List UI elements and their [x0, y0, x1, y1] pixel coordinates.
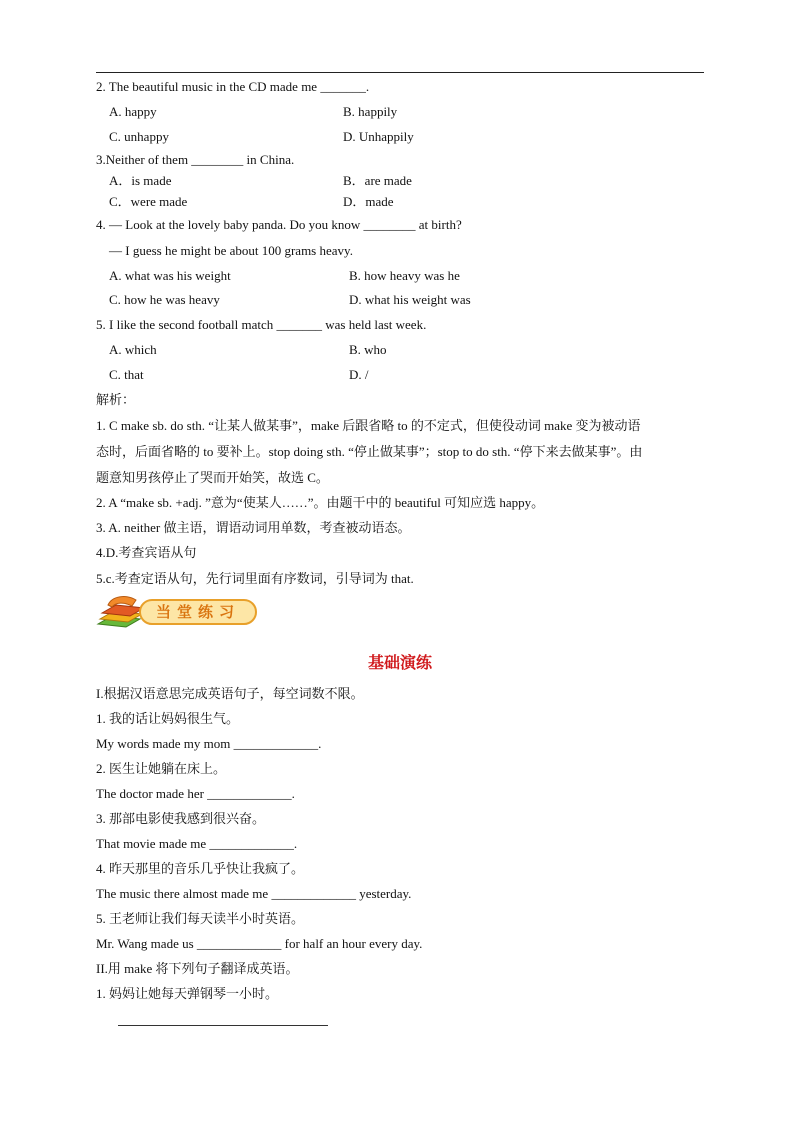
part1-item-cn: 5. 王老师让我们每天读半小时英语。	[96, 911, 305, 926]
part1-heading: I.根据汉语意思完成英语句子，每空词数不限。	[96, 686, 364, 701]
question-5-option-d: D. /	[349, 367, 369, 382]
question-4-option-c: C. how he was heavy	[109, 292, 220, 307]
part2-item-cn: 1. 妈妈让她每天弹钢琴一小时。	[96, 986, 279, 1001]
part1-item-cn: 3. 那部电影使我感到很兴奋。	[96, 811, 266, 826]
question-3-option-b: B．are made	[343, 173, 412, 188]
question-4-reply: — I guess he might be about 100 grams heavy.	[109, 243, 353, 258]
analysis-line: 4.D.考查宾语从句	[96, 545, 197, 560]
section-banner	[96, 594, 262, 630]
analysis-line: 5.c.考查定语从句，先行词里面有序数词，引导词为 that.	[96, 571, 414, 586]
part1-item-cn: 1. 我的话让妈妈很生气。	[96, 711, 240, 726]
analysis-line: 1. C make sb. do sth. “让某人做某事”，make 后跟省略 to 的不定式，但使役动词 make 变为被动语	[96, 418, 641, 433]
analysis-line: 2. A “make sb. +adj. ”意为“使某人……”。由题干中的 beautiful 可知应选 happy。	[96, 495, 545, 510]
analysis-line: 3. A. neither 做主语，谓语动词用单数，考查被动语态。	[96, 520, 411, 535]
part2-heading: II.用 make 将下列句子翻译成英语。	[96, 961, 299, 976]
part1-item-en: That movie made me _____________.	[96, 836, 298, 851]
header-rule	[96, 72, 704, 73]
analysis-heading: 解析：	[96, 392, 136, 407]
question-3-stem: 3.Neither of them ________ in China.	[96, 152, 295, 167]
banner-label: 当堂练习	[155, 603, 240, 621]
analysis-line: 题意知男孩停止了哭而开始笑，故选 C。	[96, 470, 329, 485]
part1-item-en: My words made my mom _____________.	[96, 736, 322, 751]
section-title: 基础演练	[367, 653, 432, 672]
part1-item-cn: 2. 医生让她躺在床上。	[96, 761, 227, 776]
analysis-line: 态时，后面省略的 to 要补上。stop doing sth. “停止做某事”；stop to do sth. “停下来去做某事”。由	[96, 444, 643, 459]
answer-blank-line	[118, 1025, 328, 1026]
part1-item-en: The doctor made her _____________.	[96, 786, 295, 801]
question-2-option-d: D. Unhappily	[343, 129, 414, 144]
part1-item-en: Mr. Wang made us _____________ for half an hour every day.	[96, 936, 423, 951]
question-2-stem: 2. The beautiful music in the CD made me _______.	[96, 79, 370, 94]
question-5-option-a: A. which	[109, 342, 157, 357]
question-4-option-a: A. what was his weight	[109, 268, 231, 283]
question-3-option-a: A．is made	[109, 173, 172, 188]
question-3-option-c: C．were made	[109, 194, 188, 209]
question-5-stem: 5. I like the second football match _______ was held last week.	[96, 317, 427, 332]
question-2-option-c: C. unhappy	[109, 129, 169, 144]
part1-item-cn: 4. 昨天那里的音乐几乎快让我疯了。	[96, 861, 305, 876]
question-2-option-a: A. happy	[109, 104, 157, 119]
question-5-option-c: C. that	[109, 367, 144, 382]
question-4-option-d: D. what his weight was	[349, 292, 471, 307]
question-2-option-b: B. happily	[343, 104, 398, 119]
question-3-option-d: D．made	[343, 194, 394, 209]
question-4-stem: 4. — Look at the lovely baby panda. Do you know ________ at birth?	[96, 217, 462, 232]
question-4-option-b: B. how heavy was he	[349, 268, 460, 283]
question-5-option-b: B. who	[349, 342, 387, 357]
part1-item-en: The music there almost made me _____________ yesterday.	[96, 886, 412, 901]
